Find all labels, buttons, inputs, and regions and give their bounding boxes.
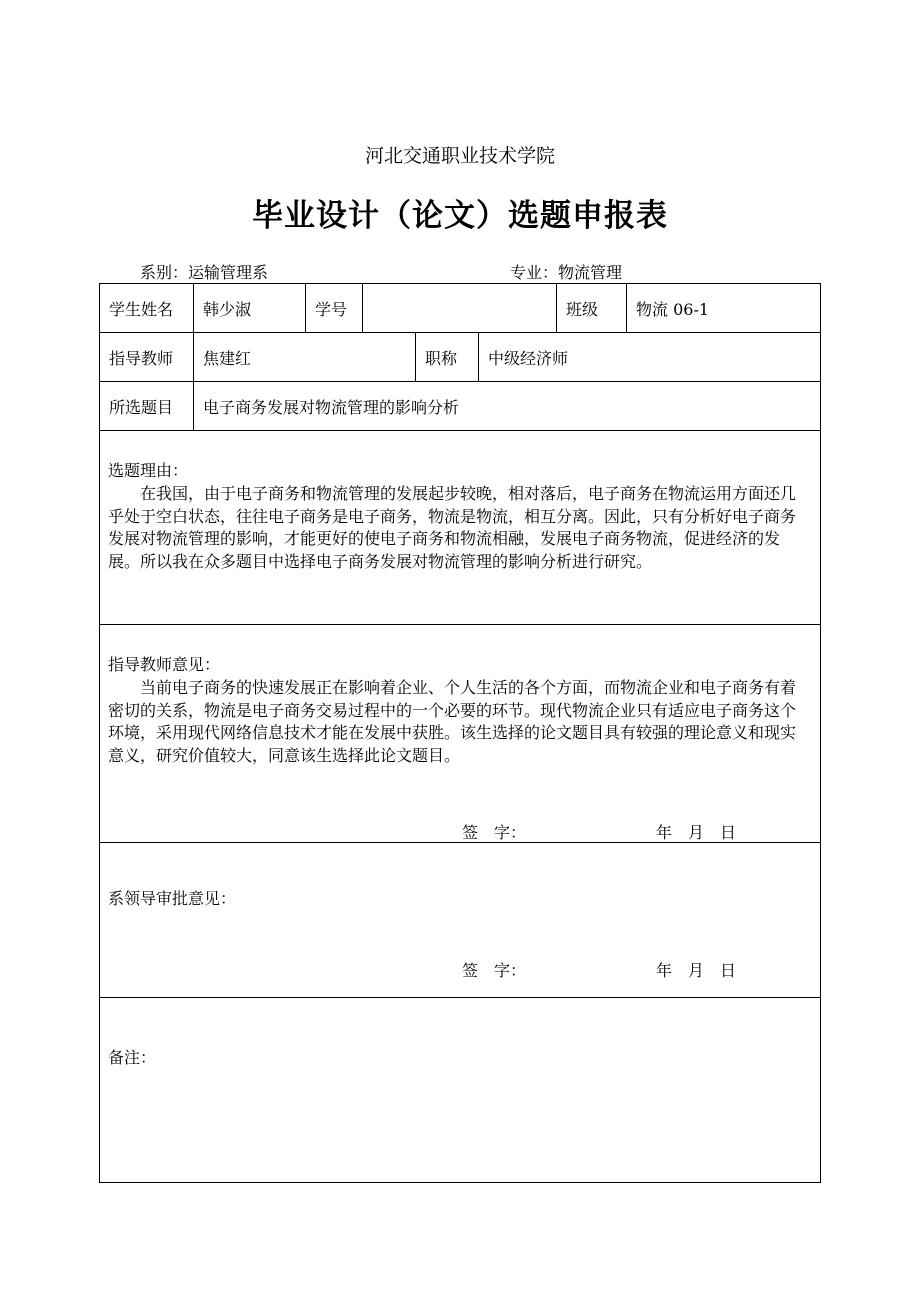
dept-opinion-section: [100, 843, 820, 998]
advisor-label: 指导教师: [109, 348, 174, 368]
school-name: 河北交通职业技术学院: [364, 145, 555, 167]
advisor-value: 焦建红: [193, 333, 415, 381]
advisor-opinion-text: 当前电子商务的快速发展正在影响着企业、个人生活的各个方面，而物流企业和电子商务有着密切的关系，物流是电子商务交易过程中的一个必要的环节。现代物流企业只有适应电子商务这个环境，采用现代网络信息技术才能在发展中获胜。该生选择的论文题目具有较强的理论意义和现实意义，研究价值较大，同意该生选择此论文题目。: [108, 678, 797, 765]
topic-value: 电子商务发展对物流管理的影响分析: [193, 382, 820, 430]
advisor-opinion-section: [100, 625, 820, 843]
application-form-table: [99, 283, 821, 1183]
major-field: 专业：物流管理: [510, 263, 623, 282]
topic-label: 所选题目: [109, 397, 174, 417]
class-label: 班级: [556, 284, 626, 332]
reason-section: [100, 431, 820, 625]
advisor-opinion-label: 指导教师意见：: [108, 655, 221, 674]
student-name-value: 韩少淑: [193, 284, 305, 332]
form-title: 毕业设计（论文）选题申报表: [252, 198, 668, 234]
dept-opinion-label: 系领导审批意见：: [108, 889, 237, 908]
advisor-signature-label: 签 字：: [462, 823, 527, 842]
topic-row: [100, 382, 820, 431]
dept-date-label: 年 月 日: [656, 961, 737, 980]
rank-label: 职称: [415, 333, 478, 381]
department-field: 系别：运输管理系: [140, 263, 269, 282]
dept-signature-label: 签 字：: [462, 961, 527, 980]
advisor-row: [100, 333, 820, 382]
student-id-label: 学号: [305, 284, 362, 332]
student-id-value: [362, 284, 556, 332]
advisor-date-label: 年 月 日: [656, 823, 737, 842]
student-name-label: 学生姓名: [109, 299, 174, 319]
remarks-section: [100, 998, 820, 1182]
remarks-label: 备注：: [108, 1048, 157, 1067]
rank-value: 中级经济师: [478, 333, 820, 381]
class-value: 物流 06-1: [626, 284, 820, 332]
reason-text: 在我国，由于电子商务和物流管理的发展起步较晚，相对落后，电子商务在物流运用方面还几乎处于空白状态，往往电子商务是电子商务，物流是物流，相互分离。因此，只有分析好电子商务发展对物流管理的影响，才能更好的使电子商务和物流相融，发展电子商务物流，促进经济的发展。所以我在众多题目中选择电子商务发展对物流管理的影响分析进行研究。: [108, 484, 797, 571]
reason-label: 选题理由：: [108, 461, 189, 480]
student-info-row: [100, 284, 820, 333]
